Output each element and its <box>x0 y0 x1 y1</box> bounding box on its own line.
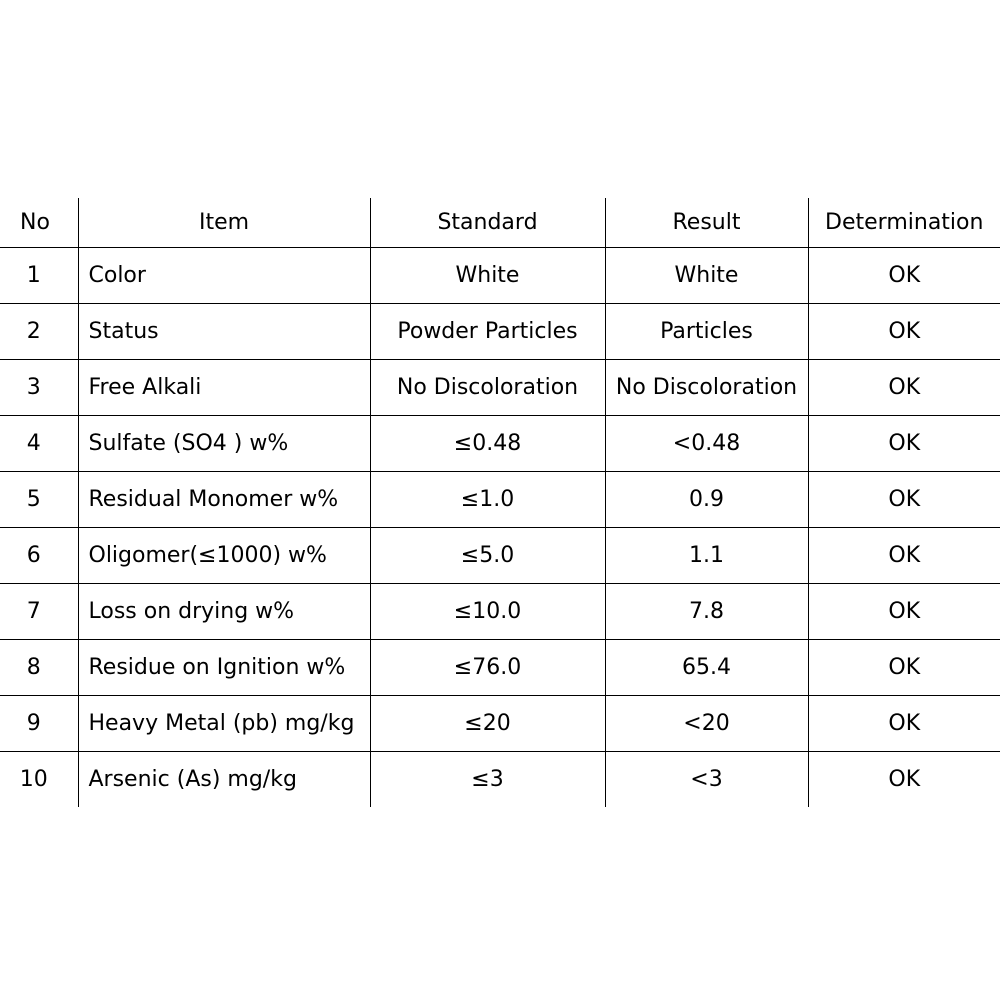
table-body <box>0 247 1000 807</box>
cell-determination: OK <box>808 695 1000 751</box>
cell-item: Heavy Metal (pb) mg/kg <box>78 695 370 751</box>
cell-standard: Powder Particles <box>370 303 605 359</box>
header-row <box>0 198 1000 247</box>
cell-result: Particles <box>605 303 808 359</box>
table-row <box>0 471 1000 527</box>
table-row <box>0 415 1000 471</box>
cell-determination: OK <box>808 303 1000 359</box>
cell-no: 10 <box>19 766 48 792</box>
header-determination: Determination <box>808 198 1000 247</box>
cell-standard: ≤76.0 <box>370 639 605 695</box>
cell-item: Arsenic (As) mg/kg <box>78 751 370 807</box>
cell-standard: No Discoloration <box>370 359 605 415</box>
cell-result: White <box>605 247 808 303</box>
cell-standard: ≤1.0 <box>370 471 605 527</box>
cell-no: 2 <box>0 303 78 359</box>
cell-standard: White <box>370 247 605 303</box>
cell-item: Free Alkali <box>78 359 370 415</box>
cell-no: 6 <box>0 527 78 583</box>
cell-no: 4 <box>0 415 78 471</box>
header-no: No <box>0 198 78 247</box>
header-standard: Standard <box>370 198 605 247</box>
spec-table <box>0 198 1000 807</box>
cell-result: 65.4 <box>605 639 808 695</box>
cell-result: <3 <box>605 751 808 807</box>
cell-no: 8 <box>0 639 78 695</box>
table-header <box>0 198 1000 247</box>
cell-standard: ≤0.48 <box>370 415 605 471</box>
cell-item: Status <box>78 303 370 359</box>
table-row <box>0 359 1000 415</box>
cell-item: Residue on Ignition w% <box>78 639 370 695</box>
cell-no: 5 <box>0 471 78 527</box>
header-result: Result <box>605 198 808 247</box>
cell-no: 3 <box>0 359 78 415</box>
cell-determination: OK <box>808 583 1000 639</box>
table-row <box>0 303 1000 359</box>
cell-result: No Discoloration <box>605 359 808 415</box>
cell-determination: OK <box>808 639 1000 695</box>
header-item: Item <box>78 198 370 247</box>
cell-determination: OK <box>808 751 1000 807</box>
cell-standard: ≤10.0 <box>370 583 605 639</box>
cell-item: Oligomer(≤1000) w% <box>78 527 370 583</box>
cell-result: 7.8 <box>605 583 808 639</box>
cell-item: Residual Monomer w% <box>78 471 370 527</box>
table-row <box>0 639 1000 695</box>
table-row <box>0 527 1000 583</box>
cell-standard: ≤5.0 <box>370 527 605 583</box>
cell-no: 1 <box>0 247 78 303</box>
cell-determination: OK <box>808 471 1000 527</box>
cell-item: Loss on drying w% <box>78 583 370 639</box>
cell-determination: OK <box>808 415 1000 471</box>
cell-no: 7 <box>0 583 78 639</box>
cell-result: <20 <box>605 695 808 751</box>
cell-result: 1.1 <box>605 527 808 583</box>
cell-result: <0.48 <box>605 415 808 471</box>
cell-determination: OK <box>808 359 1000 415</box>
cell-result: 0.9 <box>605 471 808 527</box>
table-row <box>0 751 1000 807</box>
cell-no: 9 <box>0 695 78 751</box>
cell-standard: ≤20 <box>370 695 605 751</box>
table-row <box>0 583 1000 639</box>
cell-standard: ≤3 <box>370 751 605 807</box>
cell-item: Color <box>78 247 370 303</box>
cell-determination: OK <box>808 527 1000 583</box>
cell-determination: OK <box>808 247 1000 303</box>
table-row <box>0 247 1000 303</box>
table-row <box>0 695 1000 751</box>
cell-item: Sulfate (SO4 ) w% <box>78 415 370 471</box>
